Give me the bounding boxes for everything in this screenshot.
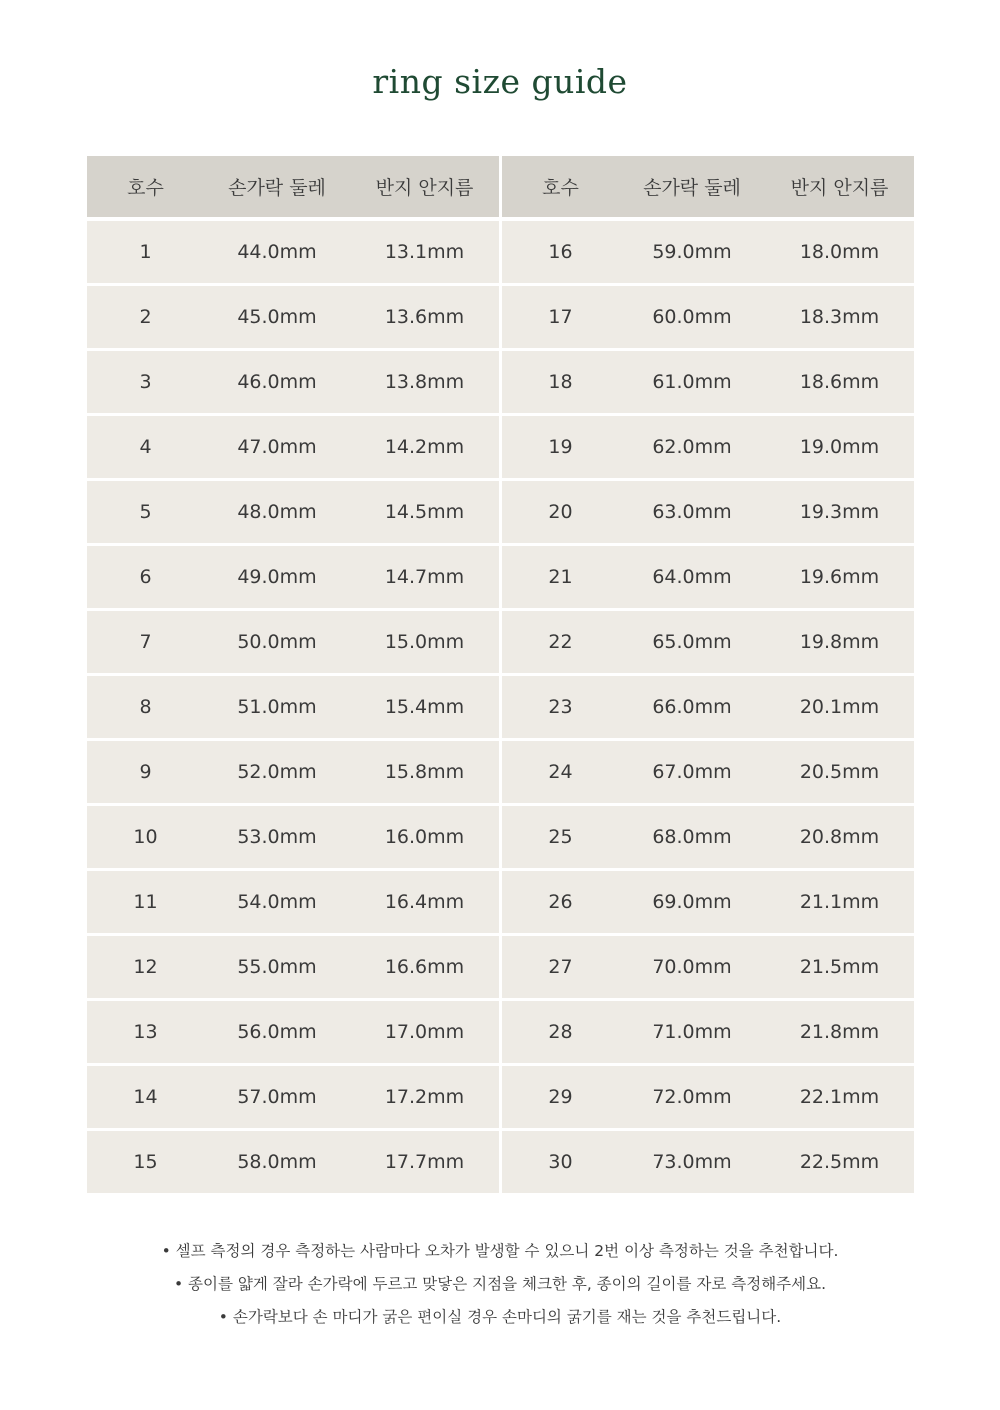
cell-diameter: 22.1mm [799, 1086, 880, 1108]
cell-diameter: 19.6mm [799, 566, 880, 588]
cell-diameter: 22.5mm [799, 1151, 880, 1173]
row-right [502, 351, 914, 413]
cell-diameter: 17.7mm [384, 1151, 465, 1173]
cell-circumference: 72.0mm [652, 1086, 732, 1108]
cell-size: 8 [139, 696, 152, 718]
cell-size: 3 [139, 371, 152, 393]
cell-circumference: 51.0mm [237, 696, 317, 718]
cell-circumference: 62.0mm [652, 436, 732, 458]
row-left [87, 351, 499, 413]
cell-circumference: 70.0mm [652, 956, 732, 978]
cell-diameter: 20.5mm [799, 761, 880, 783]
row-left [87, 936, 499, 998]
row-right [502, 741, 914, 803]
table-row [87, 416, 914, 478]
table-row [87, 221, 914, 283]
cell-size: 28 [548, 1021, 573, 1043]
cell-size: 12 [133, 956, 158, 978]
cell-diameter: 15.0mm [384, 631, 465, 653]
cell-diameter: 17.0mm [384, 1021, 465, 1043]
header-size: 호수 [542, 177, 579, 199]
table-row [87, 806, 914, 868]
table-row [87, 481, 914, 543]
cell-size: 6 [139, 566, 152, 588]
cell-circumference: 67.0mm [652, 761, 732, 783]
cell-circumference: 49.0mm [237, 566, 317, 588]
table-row [87, 1131, 914, 1193]
cell-circumference: 60.0mm [652, 306, 732, 328]
cell-diameter: 14.2mm [384, 436, 465, 458]
cell-diameter: 18.3mm [799, 306, 880, 328]
cell-circumference: 66.0mm [652, 696, 732, 718]
row-right [502, 936, 914, 998]
cell-size: 26 [548, 891, 573, 913]
row-left [87, 806, 499, 868]
row-left [87, 611, 499, 673]
cell-diameter: 18.0mm [799, 241, 880, 263]
cell-size: 23 [548, 696, 573, 718]
cell-diameter: 16.0mm [384, 826, 465, 848]
row-right [502, 1131, 914, 1193]
notes [0, 1235, 1000, 1334]
cell-diameter: 15.4mm [384, 696, 465, 718]
cell-size: 24 [548, 761, 573, 783]
cell-circumference: 58.0mm [237, 1151, 317, 1173]
cell-circumference: 65.0mm [652, 631, 732, 653]
cell-circumference: 71.0mm [652, 1021, 732, 1043]
row-left [87, 1066, 499, 1128]
row-right [502, 546, 914, 608]
row-left [87, 546, 499, 608]
cell-circumference: 64.0mm [652, 566, 732, 588]
row-left [87, 221, 499, 283]
cell-diameter: 15.8mm [384, 761, 465, 783]
cell-circumference: 52.0mm [237, 761, 317, 783]
row-right [502, 416, 914, 478]
cell-circumference: 59.0mm [652, 241, 732, 263]
row-left [87, 676, 499, 738]
cell-diameter: 19.0mm [799, 436, 880, 458]
row-left [87, 481, 499, 543]
cell-circumference: 56.0mm [237, 1021, 317, 1043]
cell-diameter: 13.6mm [384, 306, 465, 328]
cell-size: 21 [548, 566, 573, 588]
cell-circumference: 68.0mm [652, 826, 732, 848]
cell-diameter: 19.3mm [799, 501, 880, 523]
cell-circumference: 50.0mm [237, 631, 317, 653]
table-row [87, 546, 914, 608]
header-circumference: 손가락 둘레 [228, 177, 326, 199]
row-right [502, 871, 914, 933]
cell-circumference: 63.0mm [652, 501, 732, 523]
size-table [87, 156, 914, 1196]
cell-diameter: 20.8mm [799, 826, 880, 848]
table-row [87, 351, 914, 413]
note-item: • 종이를 얇게 잘라 손가락에 두르고 맞닿은 지점을 체크한 후, 종이의 길이를 자로 측정해주세요. [173, 1275, 827, 1293]
cell-size: 2 [139, 306, 152, 328]
table-row [87, 936, 914, 998]
cell-size: 27 [548, 956, 573, 978]
row-right [502, 221, 914, 283]
cell-circumference: 46.0mm [237, 371, 317, 393]
row-left [87, 741, 499, 803]
cell-circumference: 57.0mm [237, 1086, 317, 1108]
header-circumference: 손가락 둘레 [643, 177, 741, 199]
cell-circumference: 53.0mm [237, 826, 317, 848]
cell-circumference: 61.0mm [652, 371, 732, 393]
cell-size: 13 [133, 1021, 158, 1043]
row-right [502, 481, 914, 543]
table-body [87, 221, 914, 1193]
cell-diameter: 14.5mm [384, 501, 465, 523]
row-right [502, 676, 914, 738]
row-left [87, 1131, 499, 1193]
note-item: • 셀프 측정의 경우 측정하는 사람마다 오차가 발생할 수 있으니 2번 이상 측정하는 것을 추천합니다. [161, 1242, 839, 1260]
cell-size: 16 [548, 241, 573, 263]
header-diameter: 반지 안지름 [790, 177, 889, 199]
header-right [502, 156, 914, 217]
cell-size: 18 [548, 371, 573, 393]
cell-diameter: 21.5mm [799, 956, 880, 978]
table-header [87, 156, 914, 217]
row-right [502, 1001, 914, 1063]
page-title: ring size guide [372, 62, 628, 101]
cell-size: 17 [548, 306, 573, 328]
row-right [502, 611, 914, 673]
cell-diameter: 16.6mm [384, 956, 465, 978]
table-row [87, 611, 914, 673]
row-left [87, 286, 499, 348]
cell-size: 5 [139, 501, 152, 523]
table-row [87, 1066, 914, 1128]
cell-circumference: 48.0mm [237, 501, 317, 523]
cell-circumference: 45.0mm [237, 306, 317, 328]
cell-diameter: 16.4mm [384, 891, 465, 913]
table-row [87, 1001, 914, 1063]
cell-size: 9 [139, 761, 152, 783]
cell-size: 30 [548, 1151, 573, 1173]
table-row [87, 676, 914, 738]
cell-circumference: 54.0mm [237, 891, 317, 913]
cell-diameter: 13.8mm [384, 371, 465, 393]
cell-size: 25 [548, 826, 573, 848]
cell-size: 29 [548, 1086, 573, 1108]
cell-diameter: 14.7mm [384, 566, 465, 588]
row-right [502, 286, 914, 348]
cell-diameter: 19.8mm [799, 631, 880, 653]
table-row [87, 741, 914, 803]
note-item: • 손가락보다 손 마디가 굵은 편이실 경우 손마디의 굵기를 재는 것을 추천드립니다. [218, 1308, 782, 1326]
cell-circumference: 44.0mm [237, 241, 317, 263]
cell-size: 14 [133, 1086, 158, 1108]
cell-size: 7 [139, 631, 152, 653]
table-row [87, 286, 914, 348]
header-diameter: 반지 안지름 [375, 177, 474, 199]
cell-size: 19 [548, 436, 573, 458]
cell-diameter: 18.6mm [799, 371, 880, 393]
cell-size: 11 [133, 891, 158, 913]
cell-diameter: 17.2mm [384, 1086, 465, 1108]
cell-size: 1 [139, 241, 152, 263]
cell-size: 22 [548, 631, 573, 653]
row-right [502, 1066, 914, 1128]
cell-circumference: 47.0mm [237, 436, 317, 458]
cell-circumference: 73.0mm [652, 1151, 732, 1173]
row-left [87, 871, 499, 933]
header-size: 호수 [127, 177, 164, 199]
table-row [87, 871, 914, 933]
cell-diameter: 21.1mm [799, 891, 880, 913]
cell-size: 15 [133, 1151, 158, 1173]
row-right [502, 806, 914, 868]
row-left [87, 416, 499, 478]
cell-diameter: 21.8mm [799, 1021, 880, 1043]
cell-size: 20 [548, 501, 573, 523]
row-left [87, 1001, 499, 1063]
header-left [87, 156, 499, 217]
cell-size: 4 [139, 436, 152, 458]
cell-circumference: 69.0mm [652, 891, 732, 913]
cell-diameter: 13.1mm [384, 241, 465, 263]
cell-diameter: 20.1mm [799, 696, 880, 718]
cell-circumference: 55.0mm [237, 956, 317, 978]
cell-size: 10 [133, 826, 158, 848]
